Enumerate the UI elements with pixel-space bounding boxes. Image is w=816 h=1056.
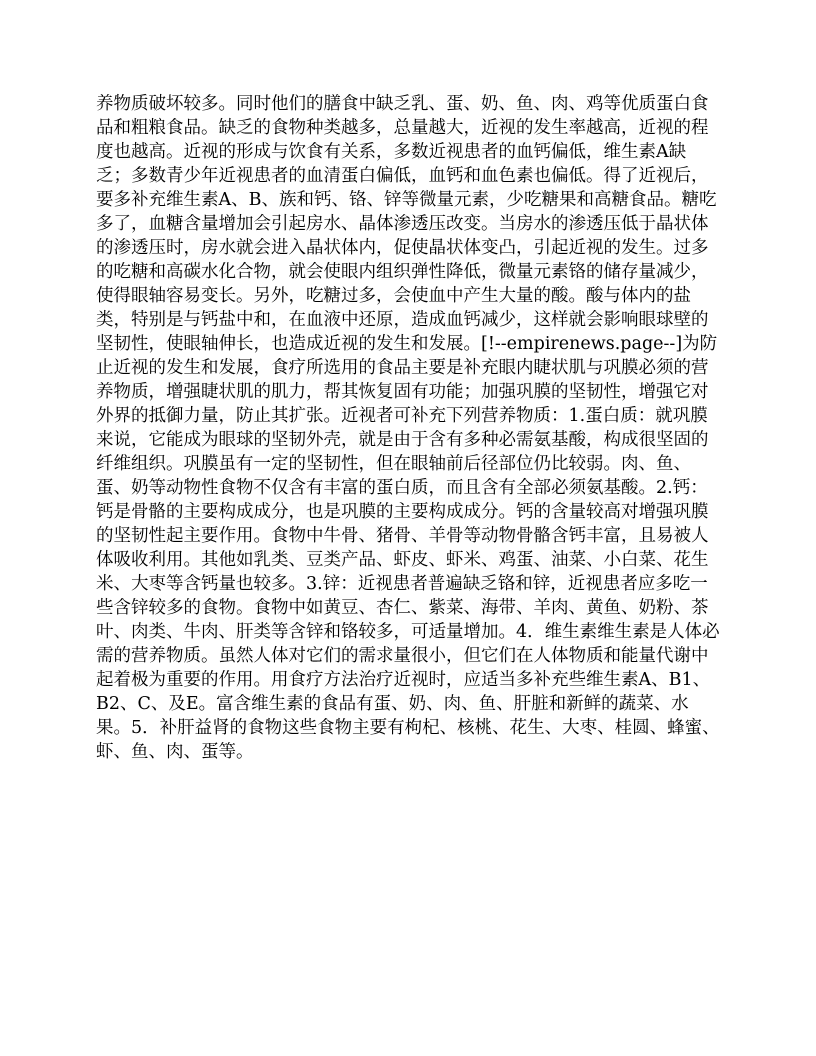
body-paragraph: 养物质破坏较多。同时他们的膳食中缺乏乳、蛋、奶、鱼、肉、鸡等优质蛋白食品和粗粮食品。缺乏的食物种类越多，总量越大，近视的发生率越高，近视的程度也越高。近视的形成与饮食有关系，多数近视患者的血钙偏低，维生素A缺乏；多数青少年近视患者的血清蛋白偏低，血钙和血色素也偏低。得了近视后，要多补充维生素A、B、族和钙、铬、锌等微量元素，少吃糖果和高糖食品。糖吃多了，血糖含量增加会引起房水、晶体渗透压改变。当房水的渗透压低于晶状体的渗透压时，房水就会进入晶状体内，促使晶状体变凸，引起近视的发生。过多的吃糖和高碳水化合物，就会使眼内组织弹性降低，微量元素铬的储存量减少，使得眼轴容易变长。另外，吃糖过多，会使血中产生大量的酸。酸与体内的盐类，特别是与钙盐中和，在血液中还原，造成血钙减少，这样就会影响眼球壁的坚韧性，使眼轴伸长，也造成近视的发生和发展。[!--empirenews.page--]为防止近视的发生和发展，食疗所选用的食品主要是补充眼内睫状肌与巩膜必须的营养物质，增强睫状肌的肌力，帮其恢复固有功能；加强巩膜的坚韧性，增强它对外界的抵御力量，防止其扩张。近视者可补充下列营养物质：1.蛋白质：就巩膜来说，它能成为眼球的坚韧外壳，就是由于含有多种必需氨基酸，构成很坚固的纤维组织。巩膜虽有一定的坚韧性，但在眼轴前后径部位仍比较弱。肉、鱼、蛋、奶等动物性食物不仅含有丰富的蛋白质，而且含有全部必须氨基酸。2.钙：钙是骨骼的主要构成成分，也是巩膜的主要构成成分。钙的含量较高对增强巩膜的坚韧性起主要作用。食物中牛骨、猪骨、羊骨等动物骨骼含钙丰富，且易被人体吸收利用。其他如乳类、豆类产品、虾皮、虾米、鸡蛋、油菜、小白菜、花生米、大枣等含钙量也较多。3.锌：近视患者普遍缺乏铬和锌，近视患者应多吃一些含锌较多的食物。食物中如黄豆、杏仁、紫菜、海带、羊肉、黄鱼、奶粉、茶叶、肉类、牛肉、肝类等含锌和铬较多，可适量增加。4．维生素维生素是人体必需的营养物质。虽然人体对它们的需求量很小，但它们在人体物质和能量代谢中起着极为重要的作用。用食疗方法治疗近视时，应适当多补充些维生素A、B1、B2、C、及E。富含维生素的食品有蛋、奶、肉、鱼、肝脏和新鲜的蔬菜、水果。5．补肝益肾的食物这些食物主要有枸杞、核桃、花生、大枣、桂圆、蜂蜜、虾、鱼、肉、蛋等。 [96, 94, 720, 762]
